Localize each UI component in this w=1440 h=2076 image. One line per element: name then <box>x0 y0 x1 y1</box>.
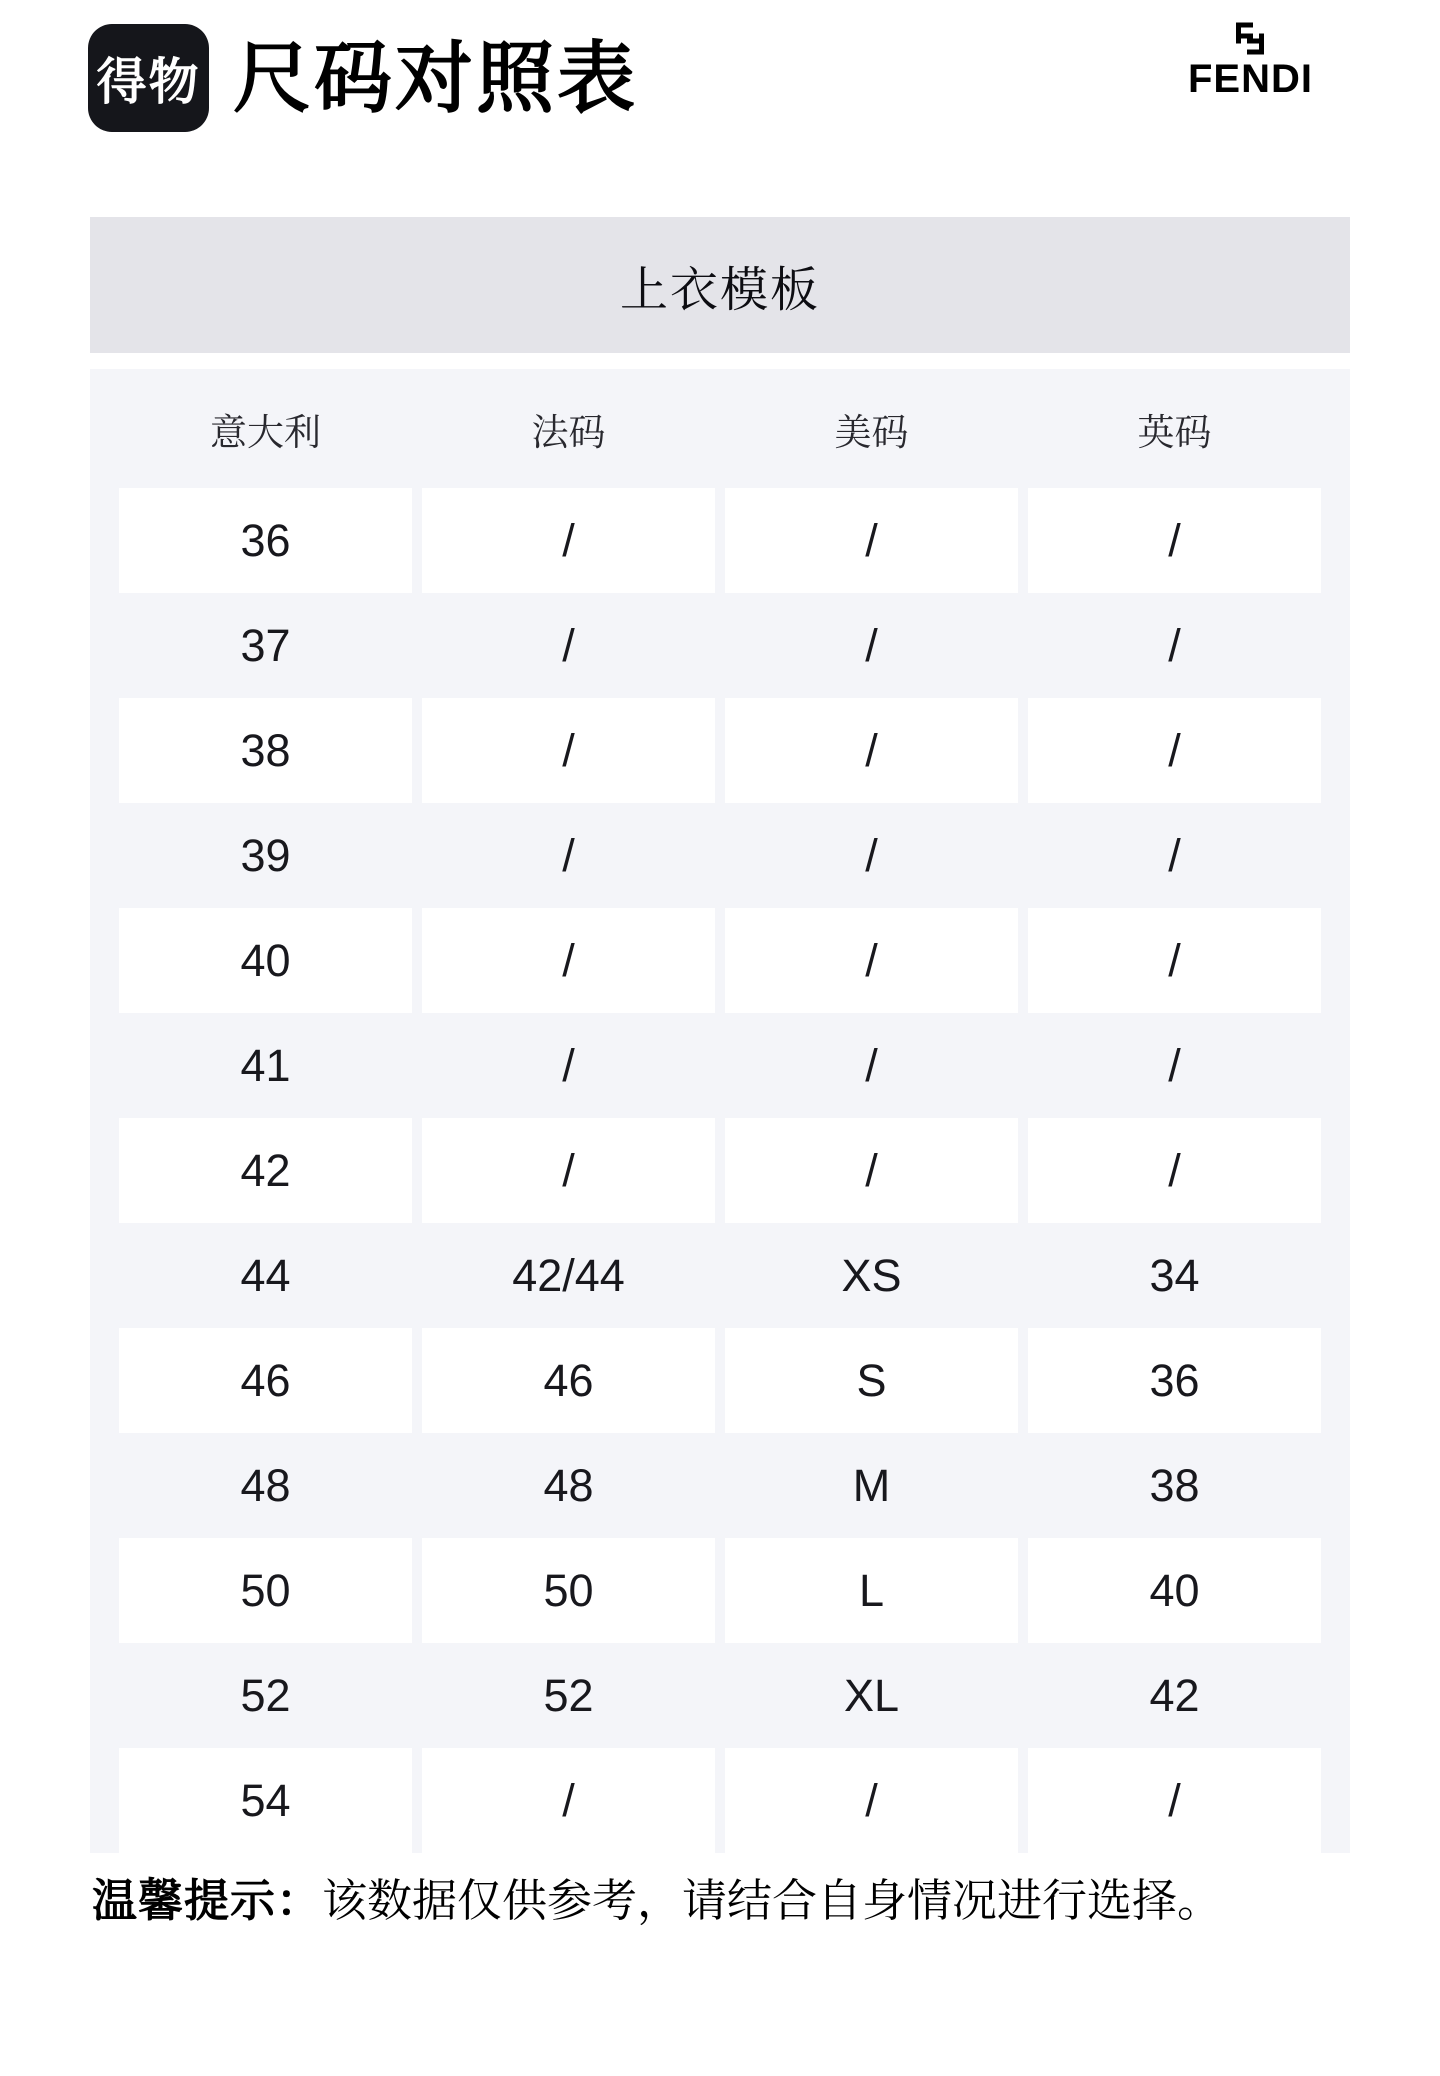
fendi-ff-icon <box>1236 22 1264 55</box>
table-cell: / <box>422 1118 715 1223</box>
table-row <box>90 1223 1350 1328</box>
table-cell: / <box>1028 698 1321 803</box>
dewu-logo-text: 得物 <box>96 54 201 110</box>
table-row <box>90 1538 1350 1643</box>
fendi-wordmark: FENDI <box>1188 57 1313 101</box>
table-cell: 34 <box>1149 1249 1200 1301</box>
table-cell: / <box>422 908 715 1013</box>
table-cell: XS <box>841 1249 902 1301</box>
table-cell: / <box>865 829 878 881</box>
table-cell: / <box>422 698 715 803</box>
table-row <box>90 1643 1350 1748</box>
table-cell: 37 <box>240 619 291 671</box>
column-header-3: 英码 <box>1137 411 1212 453</box>
table-cell: 39 <box>240 829 291 881</box>
section-title: 上衣模板 <box>619 263 820 317</box>
table-cell: / <box>725 908 1018 1013</box>
column-header-0: 意大利 <box>210 411 321 453</box>
table-cell: 36 <box>119 488 412 593</box>
table-cell: 48 <box>543 1459 594 1511</box>
size-table <box>90 369 1350 1853</box>
table-cell: / <box>1028 1748 1321 1853</box>
table-row <box>90 593 1350 698</box>
table-header-row <box>90 369 1350 488</box>
table-row <box>90 1328 1350 1433</box>
table-cell: 42 <box>1149 1669 1200 1721</box>
table-cell: 36 <box>1028 1328 1321 1433</box>
table-cell: 50 <box>119 1538 412 1643</box>
dewu-logo <box>88 24 209 132</box>
column-header-2: 美码 <box>834 411 909 453</box>
table-cell: 38 <box>1149 1459 1200 1511</box>
top-header <box>88 23 1352 133</box>
table-cell: 42 <box>119 1118 412 1223</box>
table-cell: 38 <box>119 698 412 803</box>
table-cell: 46 <box>422 1328 715 1433</box>
table-cell: 40 <box>1028 1538 1321 1643</box>
table-cell: S <box>725 1328 1018 1433</box>
table-cell: / <box>1168 829 1181 881</box>
table-cell: / <box>865 619 878 671</box>
table-cell: / <box>562 619 575 671</box>
page-title: 尺码对照表 <box>233 34 639 122</box>
column-header-1: 法码 <box>531 411 606 453</box>
table-row <box>90 1013 1350 1118</box>
table-cell: 42/44 <box>512 1249 625 1301</box>
table-row <box>90 803 1350 908</box>
table-cell: / <box>1028 908 1321 1013</box>
table-body <box>90 488 1350 1853</box>
table-cell: / <box>1028 488 1321 593</box>
table-cell: 41 <box>240 1039 291 1091</box>
table-cell: / <box>725 1748 1018 1853</box>
table-cell: 50 <box>422 1538 715 1643</box>
fendi-brand-block <box>1188 22 1312 99</box>
table-cell: / <box>422 1748 715 1853</box>
table-row <box>90 698 1350 803</box>
table-cell: 52 <box>240 1669 291 1721</box>
section-header <box>90 217 1350 353</box>
table-cell: M <box>852 1459 891 1511</box>
table-cell: / <box>865 1039 878 1091</box>
table-cell: 46 <box>119 1328 412 1433</box>
footer-note <box>92 1872 1380 1931</box>
table-cell: / <box>1168 619 1181 671</box>
table-cell: / <box>422 488 715 593</box>
table-cell: / <box>725 698 1018 803</box>
table-row <box>90 1433 1350 1538</box>
table-cell: / <box>725 1118 1018 1223</box>
table-cell: / <box>1028 1118 1321 1223</box>
table-row <box>90 488 1350 593</box>
table-cell: 48 <box>240 1459 291 1511</box>
table-cell: / <box>562 829 575 881</box>
table-cell: XL <box>843 1669 900 1721</box>
table-cell: 40 <box>119 908 412 1013</box>
footer-note-label: 温馨提示： <box>92 1875 323 1926</box>
table-cell: L <box>725 1538 1018 1643</box>
table-cell: / <box>1168 1039 1181 1091</box>
table-cell: 44 <box>240 1249 291 1301</box>
table-row <box>90 908 1350 1013</box>
footer-note-text: 该数据仅供参考，请结合自身情况进行选择。 <box>322 1875 1223 1926</box>
table-row <box>90 1748 1350 1853</box>
table-cell: / <box>562 1039 575 1091</box>
table-cell: 54 <box>119 1748 412 1853</box>
table-cell: / <box>725 488 1018 593</box>
table-cell: 52 <box>543 1669 594 1721</box>
table-row <box>90 1118 1350 1223</box>
